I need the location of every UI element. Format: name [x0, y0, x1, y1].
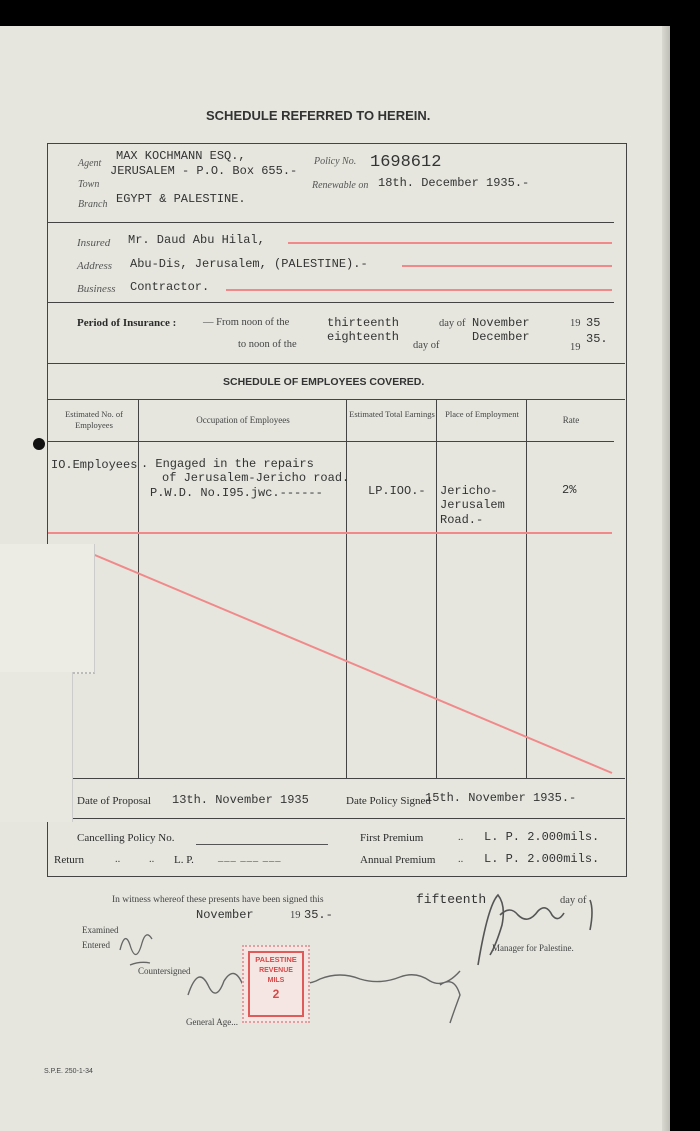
- row-place-2: Jerusalem: [440, 498, 505, 512]
- witness-century: 19: [290, 910, 301, 921]
- return-dots-2: ..: [149, 854, 155, 865]
- manager-label: Manager for Palestine.: [492, 943, 574, 953]
- manager-signature: [478, 895, 592, 965]
- entered-initials: [120, 935, 152, 965]
- countersignature: [188, 971, 460, 1023]
- return-lp-label: L. P.: [174, 854, 194, 866]
- countersigned-label: Countersigned: [138, 966, 191, 976]
- return-lp-blank: ___ ___ ___: [218, 852, 282, 863]
- renewable-date: 18th. December 1935.-: [378, 176, 530, 190]
- period-from-month: November: [472, 316, 530, 330]
- period-to-year: 35.: [586, 332, 608, 346]
- row-employee-count: IO.Employees: [51, 458, 138, 472]
- period-from-century: 19: [570, 318, 581, 329]
- col-header-earnings: Estimated Total Earnings: [349, 409, 435, 419]
- branch-label: Branch: [78, 199, 108, 210]
- town-label: Town: [78, 179, 100, 190]
- agent-value: MAX KOCHMANN ESQ.,: [116, 149, 246, 163]
- period-from-day: thirteenth: [327, 316, 400, 330]
- row-occupation-3: P.W.D. No.I95.jwc.------: [150, 486, 323, 500]
- policy-label: Policy No.: [314, 156, 357, 167]
- proposal-label: Date of Proposal: [77, 795, 151, 807]
- annual-premium-label: Annual Premium: [360, 854, 436, 866]
- return-label: Return: [54, 854, 84, 866]
- attached-slip-lower: [0, 672, 73, 822]
- period-to-dayof: day of: [413, 340, 440, 351]
- footer-code: S.P.E. 250-1-34: [44, 1068, 93, 1075]
- col-header-place: Place of Employment: [445, 409, 519, 419]
- witness-month: November: [196, 908, 254, 922]
- proposal-date: 13th. November 1935: [172, 793, 309, 807]
- stamp-frame: [248, 951, 304, 1017]
- period-label: Period of Insurance :: [77, 317, 177, 329]
- return-dots: ..: [115, 854, 121, 865]
- period-from-year: 35: [586, 316, 601, 330]
- row-occupation-2: of Jerusalem-Jericho road.: [162, 471, 350, 485]
- witness-text: In witness whereof these presents have been signed this: [112, 895, 324, 905]
- insured-label: Insured: [77, 237, 111, 249]
- branch-value: EGYPT & PALESTINE.: [116, 192, 246, 206]
- period-to-text: to noon of the: [238, 339, 297, 350]
- witness-year: 35.-: [304, 908, 333, 922]
- employees-heading: SCHEDULE OF EMPLOYEES COVERED.: [223, 376, 425, 388]
- address-label: Address: [77, 260, 113, 272]
- col-header-count: Estimated No. of Employees: [65, 409, 123, 430]
- period-to-day: eighteenth: [327, 330, 400, 344]
- annual-premium-dots: ..: [458, 854, 464, 865]
- stamp-line3: MILS: [267, 977, 285, 984]
- business-value: Contractor.: [130, 280, 210, 294]
- first-premium-value: L. P. 2.000mils.: [484, 830, 600, 844]
- revenue-stamp: [242, 945, 310, 1023]
- row-place-1: Jericho-: [440, 484, 498, 498]
- address-value: Abu-Dis, Jerusalem, (PALESTINE).-: [130, 257, 368, 271]
- signed-label: Date Policy Signed: [346, 795, 431, 807]
- first-premium-label: First Premium: [360, 832, 424, 844]
- cancelling-label: Cancelling Policy No.: [77, 832, 175, 844]
- witness-day: fifteenth: [416, 892, 487, 907]
- col-header-occupation: Occupation of Employees: [196, 415, 290, 425]
- period-to-century: 19: [570, 342, 581, 353]
- stamp-value: 2: [272, 987, 280, 1001]
- period-to-month: December: [472, 330, 530, 344]
- examined-label: Examined: [82, 925, 119, 935]
- insured-name: Mr. Daud Abu Hilal,: [128, 233, 265, 247]
- agent-label: Agent: [78, 158, 102, 169]
- row-occupation-1: . Engaged in the repairs: [141, 457, 314, 471]
- stamp-top: PALESTINE: [255, 955, 297, 964]
- stamp-line2: REVENUE: [259, 967, 293, 974]
- signed-date: 15th. November 1935.-: [425, 791, 577, 805]
- punch-hole: [33, 438, 45, 450]
- col-header-rate: Rate: [562, 415, 580, 425]
- business-label: Business: [77, 283, 116, 295]
- first-premium-dots: ..: [458, 832, 464, 843]
- entered-label: Entered: [82, 940, 110, 950]
- renewable-label: Renewable on: [312, 180, 369, 191]
- general-agent-label: General Age...: [186, 1017, 238, 1027]
- row-rate: 2%: [562, 483, 577, 497]
- row-place-3: Road.-: [440, 513, 484, 527]
- period-from-text: — From noon of the: [203, 317, 290, 328]
- schedule-title: SCHEDULE REFERRED TO HEREIN.: [206, 108, 431, 123]
- attached-slip: [0, 544, 95, 674]
- town-value: JERUSALEM - P.O. Box 655.-: [110, 164, 298, 178]
- policy-number: 1698612: [370, 153, 442, 172]
- witness-day-of: day of: [560, 895, 587, 906]
- period-from-dayof: day of: [439, 318, 466, 329]
- row-earnings: LP.IOO.-: [368, 484, 426, 498]
- annual-premium-value: L. P. 2.000mils.: [484, 852, 600, 866]
